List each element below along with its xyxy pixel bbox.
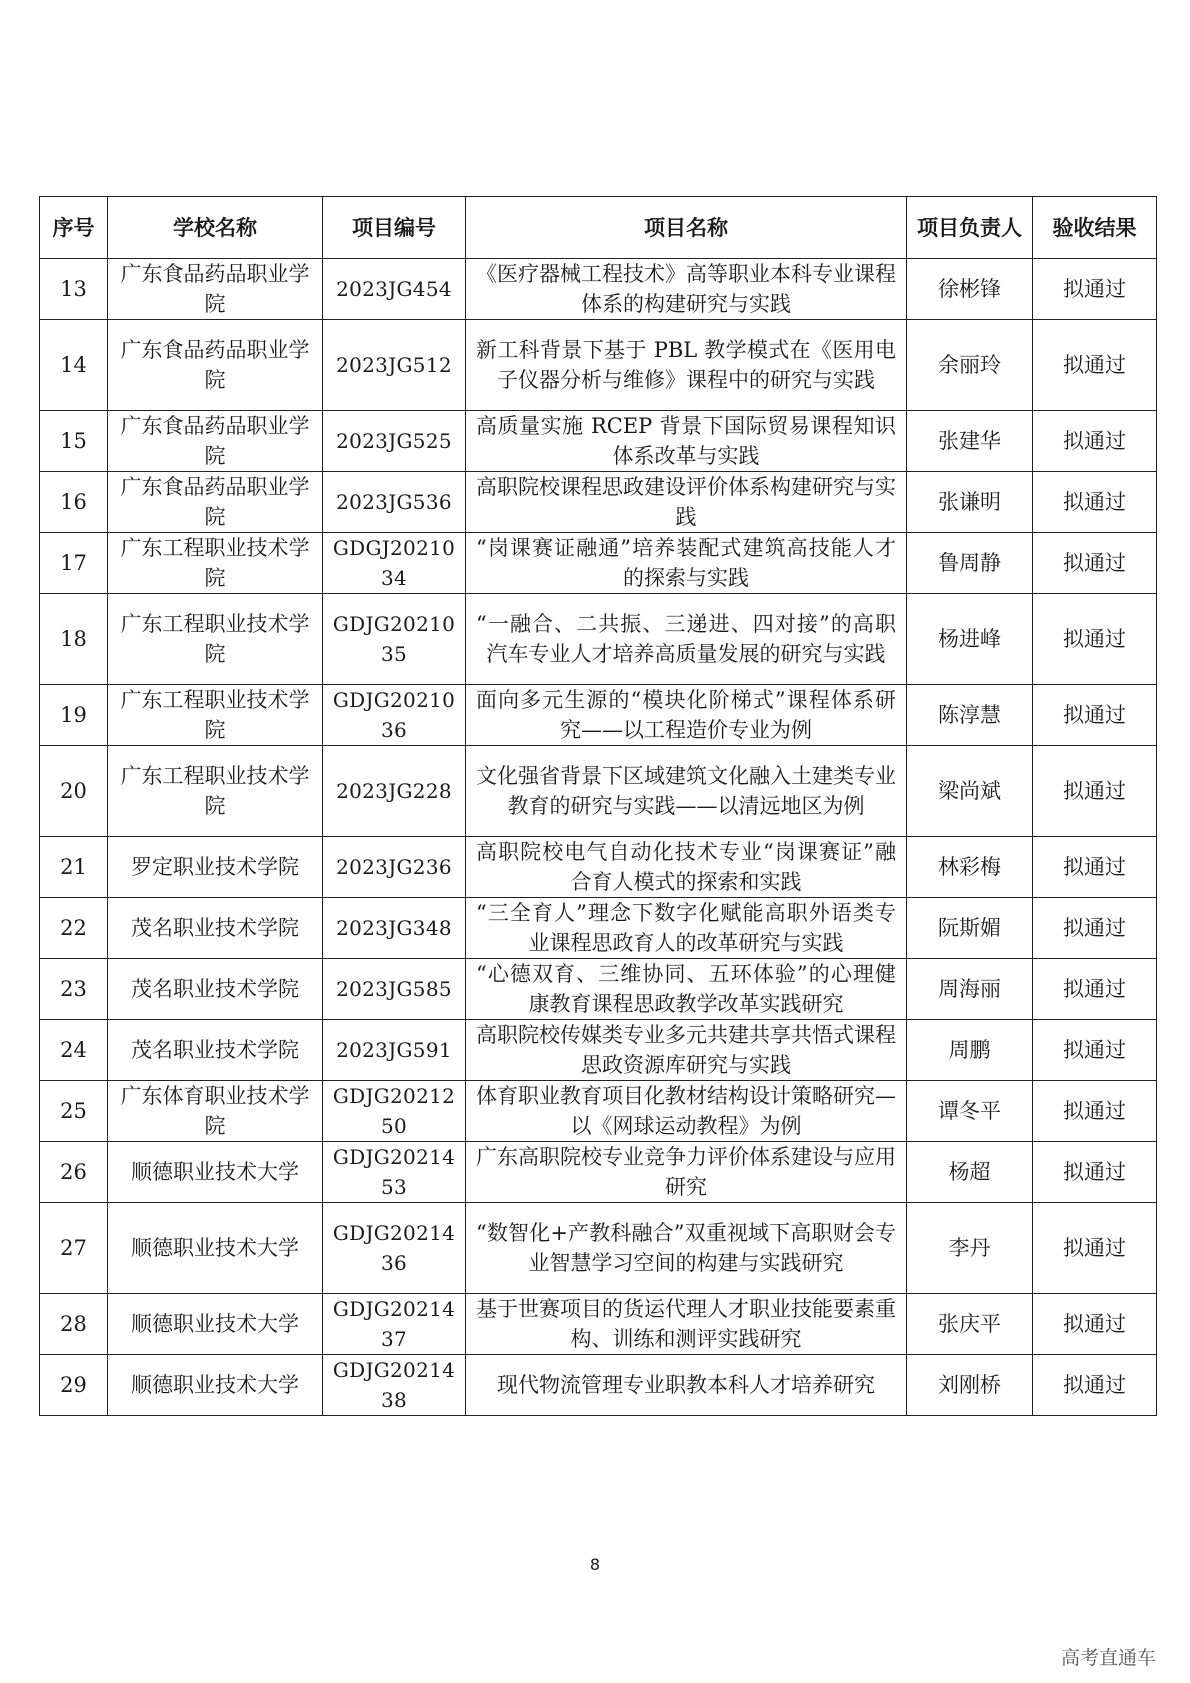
page-number: 8 [589, 1555, 601, 1574]
cell-code: 2023JG591 [323, 1020, 466, 1081]
header-leader: 项目负责人 [907, 197, 1033, 259]
cell-code: 2023JG536 [323, 472, 466, 533]
cell-project-name: 面向多元生源的“模块化阶梯式”课程体系研究——以工程造价专业为例 [466, 685, 907, 746]
cell-no: 17 [40, 533, 108, 594]
cell-project-name: “心德双育、三维协同、五环体验”的心理健康教育课程思政教学改革实践研究 [466, 959, 907, 1020]
cell-leader: 杨进峰 [907, 594, 1033, 685]
cell-result: 拟通过 [1033, 1020, 1157, 1081]
cell-school: 茂名职业技术学院 [108, 1020, 323, 1081]
table-row [40, 898, 1157, 959]
cell-code: GDJG2021437 [323, 1294, 466, 1355]
cell-no: 21 [40, 837, 108, 898]
cell-leader: 周鹏 [907, 1020, 1033, 1081]
cell-leader: 张谦明 [907, 472, 1033, 533]
cell-school: 广东食品药品职业学院 [108, 411, 323, 472]
table-row [40, 1081, 1157, 1142]
table-row [40, 837, 1157, 898]
cell-leader: 刘刚桥 [907, 1355, 1033, 1416]
cell-result: 拟通过 [1033, 959, 1157, 1020]
cell-school: 广东体育职业技术学院 [108, 1081, 323, 1142]
cell-result: 拟通过 [1033, 898, 1157, 959]
cell-code: 2023JG348 [323, 898, 466, 959]
cell-leader: 阮斯媚 [907, 898, 1033, 959]
cell-school: 罗定职业技术学院 [108, 837, 323, 898]
cell-leader: 杨超 [907, 1142, 1033, 1203]
table-row [40, 259, 1157, 320]
cell-result: 拟通过 [1033, 259, 1157, 320]
cell-code: 2023JG512 [323, 320, 466, 411]
cell-result: 拟通过 [1033, 1355, 1157, 1416]
cell-leader: 林彩梅 [907, 837, 1033, 898]
cell-leader: 张庆平 [907, 1294, 1033, 1355]
cell-no: 20 [40, 746, 108, 837]
cell-project-name: 高职院校传媒类专业多元共建共享共悟式课程思政资源库研究与实践 [466, 1020, 907, 1081]
cell-project-name: 高职院校电气自动化技术专业“岗课赛证”融合育人模式的探索和实践 [466, 837, 907, 898]
cell-no: 18 [40, 594, 108, 685]
cell-leader: 陈淳慧 [907, 685, 1033, 746]
cell-school: 茂名职业技术学院 [108, 898, 323, 959]
cell-code: GDJG2021036 [323, 685, 466, 746]
table-row [40, 1203, 1157, 1294]
cell-code: GDJG2021438 [323, 1355, 466, 1416]
cell-result: 拟通过 [1033, 411, 1157, 472]
project-table-container [39, 196, 1156, 1416]
cell-result: 拟通过 [1033, 1203, 1157, 1294]
cell-no: 16 [40, 472, 108, 533]
cell-school: 广东工程职业技术学院 [108, 746, 323, 837]
cell-result: 拟通过 [1033, 685, 1157, 746]
cell-project-name: 新工科背景下基于 PBL 教学模式在《医用电子仪器分析与维修》课程中的研究与实践 [466, 320, 907, 411]
cell-no: 13 [40, 259, 108, 320]
cell-school: 顺德职业技术大学 [108, 1355, 323, 1416]
table-row [40, 411, 1157, 472]
table-row [40, 472, 1157, 533]
cell-no: 27 [40, 1203, 108, 1294]
cell-no: 23 [40, 959, 108, 1020]
cell-no: 24 [40, 1020, 108, 1081]
cell-school: 广东工程职业技术学院 [108, 533, 323, 594]
cell-no: 29 [40, 1355, 108, 1416]
table-row [40, 320, 1157, 411]
header-result: 验收结果 [1033, 197, 1157, 259]
cell-code: GDGJ2021034 [323, 533, 466, 594]
table-row [40, 533, 1157, 594]
cell-result: 拟通过 [1033, 1142, 1157, 1203]
cell-school: 顺德职业技术大学 [108, 1294, 323, 1355]
table-row [40, 594, 1157, 685]
cell-result: 拟通过 [1033, 472, 1157, 533]
cell-leader: 李丹 [907, 1203, 1033, 1294]
cell-project-name: 文化强省背景下区域建筑文化融入土建类专业教育的研究与实践——以清远地区为例 [466, 746, 907, 837]
cell-leader: 徐彬锋 [907, 259, 1033, 320]
cell-leader: 鲁周静 [907, 533, 1033, 594]
cell-no: 15 [40, 411, 108, 472]
cell-code: 2023JG228 [323, 746, 466, 837]
cell-code: 2023JG454 [323, 259, 466, 320]
cell-school: 广东食品药品职业学院 [108, 259, 323, 320]
cell-code: GDJG2021035 [323, 594, 466, 685]
header-project-name: 项目名称 [466, 197, 907, 259]
table-row [40, 1020, 1157, 1081]
cell-result: 拟通过 [1033, 533, 1157, 594]
cell-result: 拟通过 [1033, 594, 1157, 685]
table-row [40, 1355, 1157, 1416]
cell-no: 26 [40, 1142, 108, 1203]
table-row [40, 1142, 1157, 1203]
cell-school: 广东食品药品职业学院 [108, 320, 323, 411]
table-header-row [40, 197, 1157, 259]
header-school: 学校名称 [108, 197, 323, 259]
cell-leader: 谭冬平 [907, 1081, 1033, 1142]
cell-project-name: 广东高职院校专业竞争力评价体系建设与应用研究 [466, 1142, 907, 1203]
cell-no: 19 [40, 685, 108, 746]
cell-project-name: “岗课赛证融通”培养装配式建筑高技能人才的探索与实践 [466, 533, 907, 594]
cell-school: 广东工程职业技术学院 [108, 594, 323, 685]
header-no: 序号 [40, 197, 108, 259]
cell-code: GDJG2021453 [323, 1142, 466, 1203]
cell-project-name: 《医疗器械工程技术》高等职业本科专业课程体系的构建研究与实践 [466, 259, 907, 320]
cell-no: 22 [40, 898, 108, 959]
cell-code: GDJG2021250 [323, 1081, 466, 1142]
cell-no: 25 [40, 1081, 108, 1142]
table-row [40, 1294, 1157, 1355]
table-row [40, 959, 1157, 1020]
cell-school: 顺德职业技术大学 [108, 1203, 323, 1294]
cell-project-name: 高质量实施 RCEP 背景下国际贸易课程知识体系改革与实践 [466, 411, 907, 472]
cell-project-name: “数智化+产教科融合”双重视域下高职财会专业智慧学习空间的构建与实践研究 [466, 1203, 907, 1294]
cell-leader: 余丽玲 [907, 320, 1033, 411]
table-row [40, 746, 1157, 837]
cell-code: GDJG2021436 [323, 1203, 466, 1294]
cell-code: 2023JG525 [323, 411, 466, 472]
cell-leader: 周海丽 [907, 959, 1033, 1020]
cell-result: 拟通过 [1033, 1081, 1157, 1142]
header-code: 项目编号 [323, 197, 466, 259]
project-acceptance-table [39, 196, 1157, 1416]
cell-school: 顺德职业技术大学 [108, 1142, 323, 1203]
cell-school: 茂名职业技术学院 [108, 959, 323, 1020]
cell-result: 拟通过 [1033, 320, 1157, 411]
cell-project-name: 基于世赛项目的货运代理人才职业技能要素重构、训练和测评实践研究 [466, 1294, 907, 1355]
cell-no: 14 [40, 320, 108, 411]
cell-project-name: 体育职业教育项目化教材结构设计策略研究—以《网球运动教程》为例 [466, 1081, 907, 1142]
cell-code: 2023JG236 [323, 837, 466, 898]
cell-school: 广东食品药品职业学院 [108, 472, 323, 533]
cell-project-name: 高职院校课程思政建设评价体系构建研究与实践 [466, 472, 907, 533]
cell-result: 拟通过 [1033, 746, 1157, 837]
cell-project-name: 现代物流管理专业职教本科人才培养研究 [466, 1355, 907, 1416]
cell-leader: 张建华 [907, 411, 1033, 472]
cell-result: 拟通过 [1033, 837, 1157, 898]
watermark-text: 高考直通车 [1060, 1647, 1156, 1669]
table-body [40, 259, 1157, 1416]
cell-project-name: “三全育人”理念下数字化赋能高职外语类专业课程思政育人的改革研究与实践 [466, 898, 907, 959]
cell-project-name: “一融合、二共振、三递进、四对接”的高职汽车专业人才培养高质量发展的研究与实践 [466, 594, 907, 685]
cell-no: 28 [40, 1294, 108, 1355]
cell-school: 广东工程职业技术学院 [108, 685, 323, 746]
cell-code: 2023JG585 [323, 959, 466, 1020]
table-row [40, 685, 1157, 746]
cell-result: 拟通过 [1033, 1294, 1157, 1355]
cell-leader: 梁尚斌 [907, 746, 1033, 837]
